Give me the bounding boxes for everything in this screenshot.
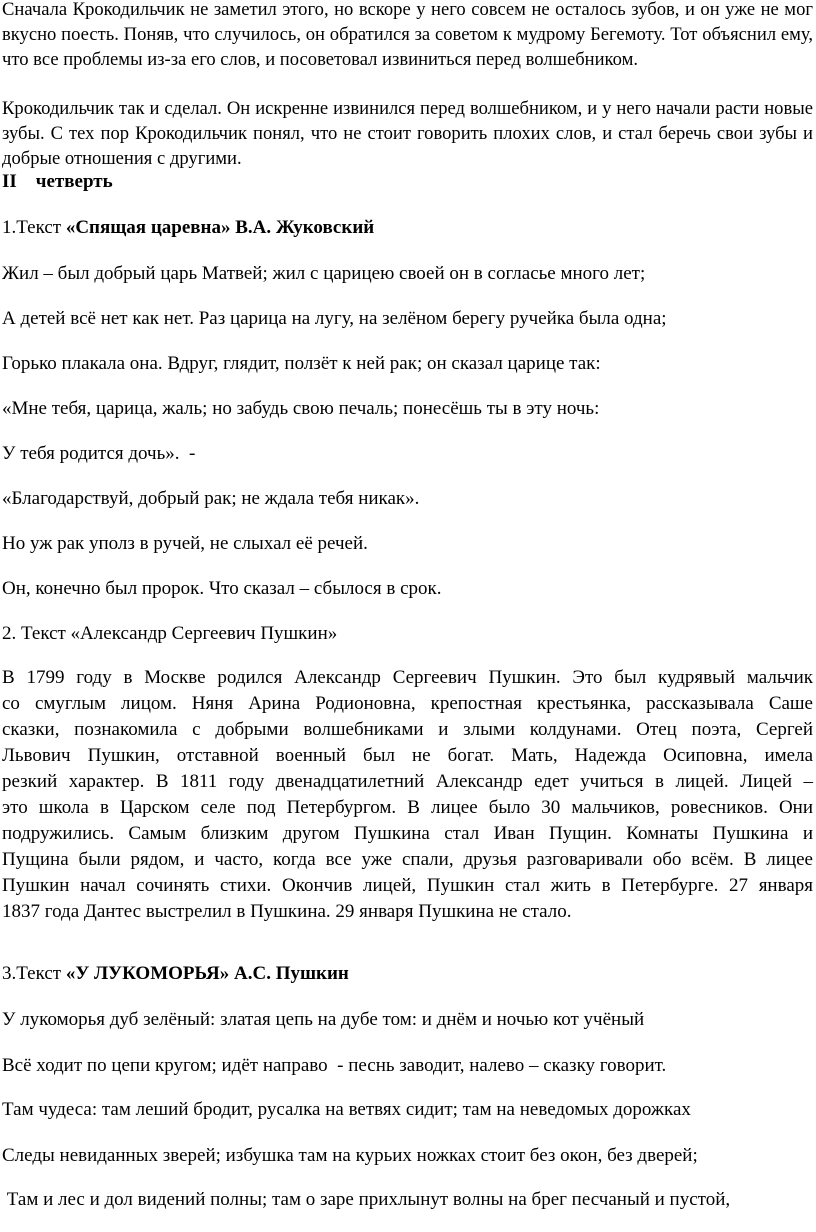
poem1-line: «Мне тебя, царица, жаль; но забудь свою печаль; понесёшь ты в эту ночь: <box>2 398 600 419</box>
text3-heading: 3.Текст «У ЛУКОМОРЬЯ» А.С. Пушкин <box>2 963 349 984</box>
text2-heading: 2. Текст «Александр Сергеевич Пушкин» <box>2 623 338 644</box>
poem3-line: Там чудеса: там леший бродит, русалка на ветвях сидит; там на неведомых дорожках <box>2 1099 691 1120</box>
text2-line: резкий характер. В 1811 году двенадцатилетний Александр едет учиться в лицей. Лицей – <box>2 771 813 792</box>
text2-line: сказки, познакомила с добрыми волшебниками и злыми колдунами. Отец поэта, Сергей <box>2 719 813 740</box>
text2-line: Пушкин начал сочинять стихи. Окончив лицей, Пушкин стал жить в Петербурге. 27 января <box>2 875 813 896</box>
poem1-line: А детей всё нет как нет. Раз царица на лугу, на зелёном берегу ручейка была одна; <box>2 308 667 329</box>
poem1-line: Он, конечно был пророк. Что сказал – сбылося в срок. <box>2 578 442 599</box>
intro-paragraph-2: Крокодильчик так и сделал. Он искренне извинился перед волшебником, и у него начали расти новые зубы. С тех пор Крокодильчик понял, что не стоит говорить плохих слов, и стал беречь свои зубы и добрые отношения с другими. <box>2 98 813 169</box>
text2-line: 1837 года Дантес выстрелил в Пушкина. 29 января Пушкина не стало. <box>2 901 572 922</box>
text1-heading: 1.Текст «Спящая царевна» В.А. Жуковский <box>2 217 375 238</box>
poem1-line: Жил – был добрый царь Матвей; жил с царицею своей он в согласье много лет; <box>2 263 646 284</box>
text2-line: Пущина были рядом, и часто, когда все уже спали, друзья разговаривали обо всём. В лицее <box>2 849 813 870</box>
text2-line: Львович Пушкин, отставной военный был не богат. Мать, Надежда Осиповна, имела <box>2 745 813 766</box>
poem3-line: У лукоморья дуб зелёный: златая цепь на дубе том: и днём и ночью кот учёный <box>2 1009 645 1030</box>
text2-line: со смуглым лицом. Няня Арина Родионовна, крепостная крестьянка, рассказывала Саше <box>2 693 813 714</box>
poem3-line: Всё ходит по цепи кругом; идёт направо - песнь заводит, налево – сказку говорит. <box>2 1055 667 1076</box>
text2-line: подружились. Самым близким другом Пушкина стал Иван Пущин. Комнаты Пушкина и <box>2 823 813 844</box>
poem3-line: Следы невиданных зверей; избушка там на курьих ножках стоит без окон, без дверей; <box>2 1145 698 1166</box>
text2-line: В 1799 году в Москве родился Александр Сергеевич Пушкин. Это был кудрявый мальчик <box>2 667 813 688</box>
poem1-line: Но уж рак уполз в ручей, не слыхал её речей. <box>2 533 368 554</box>
quarter-heading: II четверть <box>2 171 113 192</box>
intro-paragraph-1: Сначала Крокодильчик не заметил этого, но вскоре у него совсем не осталось зубов, и он уже не мог вкусно поесть. Поняв, что случилось, он обратился за советом к мудрому Бегемоту. Тот объяснил ему, что все проблемы из-за его слов, и посоветовал извиниться перед волшебником. <box>2 0 813 70</box>
poem3-line: Там и лес и дол видений полны; там о заре прихлынут волны на брег песчаный и пустой, <box>2 1189 731 1210</box>
text2-line: это школа в Царском селе под Петербургом. В лицее было 30 мальчиков, ровесников. Они <box>2 797 813 818</box>
poem1-line: Горько плакала она. Вдруг, глядит, ползёт к ней рак; он сказал царице так: <box>2 353 601 374</box>
poem1-line: У тебя родится дочь». - <box>2 443 196 464</box>
poem1-line: «Благодарствуй, добрый рак; не ждала тебя никак». <box>2 488 420 509</box>
